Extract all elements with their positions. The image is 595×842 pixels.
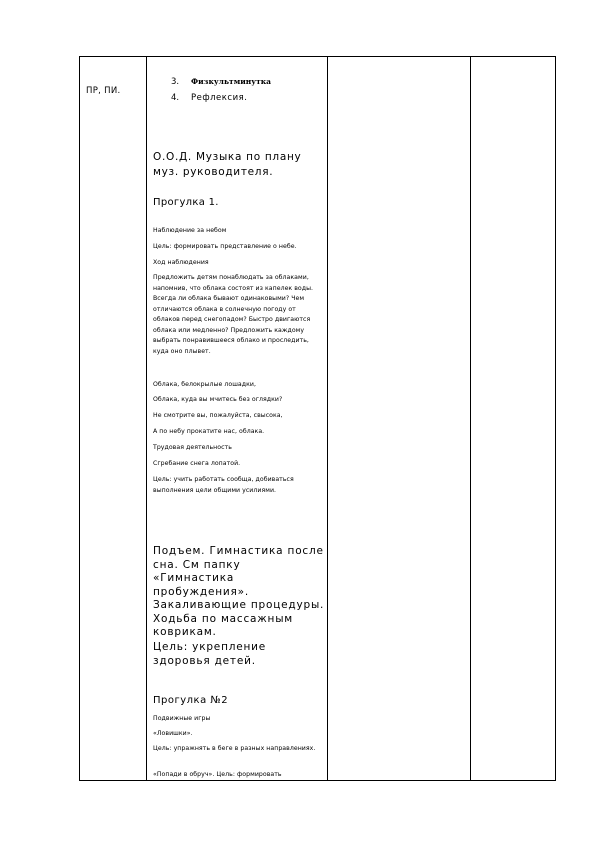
rise-gymnastics-text: Подъем. Гимнастика после сна. См папку «Гимнастика пробуждения». (153, 545, 324, 598)
observation-progress-title: Ход наблюдения (153, 259, 209, 266)
games-title: Подвижные игры (153, 715, 211, 722)
labor-task: Сгребание снега лопатой. (153, 460, 241, 467)
list-item (171, 71, 271, 87)
labor-goal: Цель: учить работать сообща, добиваться выполнения цели общими усилиями. (153, 476, 294, 494)
table-right-border (555, 56, 556, 781)
walk-2-title: Прогулка №2 (153, 695, 229, 706)
table-column-divider-1 (146, 56, 147, 781)
poem-line: Облака, куда вы мчитесь без оглядки? (153, 396, 283, 403)
list-item-text: Рефлексия. (191, 93, 248, 103)
hardening-procedures-text: Закаливающие процедуры. Ходьба по массажным коврикам. (153, 599, 325, 638)
poem-line: Облака, белокрылые лошадки, (153, 381, 256, 388)
list-item (171, 87, 271, 103)
health-goal-text: Цель: укрепление здоровья детей. (153, 641, 267, 667)
walk-1-title: Прогулка 1. (153, 197, 219, 208)
labor-title: Трудовая деятельность (153, 444, 232, 451)
list-number: 4. (171, 93, 180, 103)
table-left-border (79, 56, 80, 781)
observation-title: Наблюдение за небом (153, 227, 227, 234)
table-column-divider-3 (470, 56, 471, 781)
music-activity-text: О.О.Д. Музыка по плану муз. руководителя. (153, 151, 302, 178)
table-top-border (79, 56, 556, 57)
list-item-text: Физкультминутка (191, 77, 271, 86)
table-column-divider-2 (327, 56, 328, 781)
poem-line: А по небу прокатите нас, облака. (153, 428, 265, 435)
game-goal: Цель: упражнять в беге в разных направлениях. (153, 745, 316, 752)
areas-label: ПР, ПИ. (86, 86, 121, 96)
activity-list (171, 71, 271, 103)
game-name: «Ловишки». (153, 730, 193, 737)
list-number: 3. (171, 77, 180, 87)
observation-goal: Цель: формировать представление о небе. (153, 243, 297, 250)
poem-line: Не смотрите вы, пожалуйста, свысока, (153, 412, 283, 419)
game-name: «Попади в обруч». Цель: формировать (153, 771, 282, 778)
observation-description: Предложить детям понаблюдать за облаками, напомнив, что облака состоят из капелек воды. Всегда ли облака бывают одинаковыми? Чем отличаются облака в солнечную погоду от облаков перед снегопадом? Быстро двигаются облака или медленно? Предложить каждому выбрать понравившееся облако и проследить, куда оно плывет. (153, 274, 314, 355)
